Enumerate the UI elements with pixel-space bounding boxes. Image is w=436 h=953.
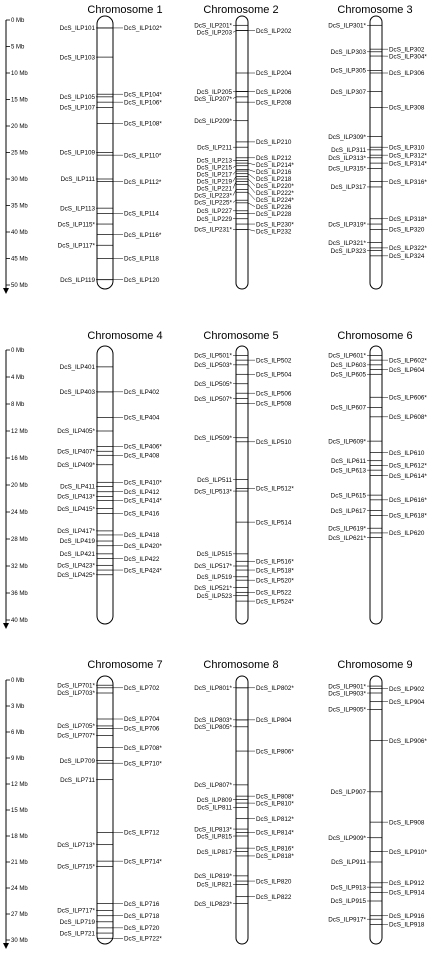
marker-label: DcS_ILP204 <box>256 70 292 78</box>
scale-tick-label: 8 Mb <box>11 402 25 408</box>
marker-label: DcS_ILP307 <box>330 88 366 96</box>
marker-label: DcS_ILP606* <box>389 394 427 402</box>
marker-label: DcS_ILP612* <box>389 462 427 470</box>
marker-label: DcS_ILP821 <box>196 881 232 889</box>
marker-label: DcS_ILP701* <box>57 682 95 690</box>
marker-label: DcS_ILP814* <box>256 829 294 837</box>
marker-label: DcS_ILP311 <box>331 147 366 155</box>
chromosome-title: Chromosome 1 <box>87 4 163 16</box>
scale-tick-label: 45 Mb <box>11 256 28 263</box>
scale-tick-label: 0 Mb <box>11 18 25 24</box>
scale-tick-label: 21 Mb <box>11 860 28 866</box>
marker-label: DcS_ILP822 <box>256 893 292 901</box>
marker-label: DcS_ILP501* <box>194 352 232 360</box>
marker-label: DcS_ILP806* <box>256 748 294 756</box>
marker-label: DcS_ILP117* <box>57 242 95 250</box>
marker-leader-line <box>248 179 255 186</box>
marker-label: DcS_ILP106* <box>124 99 162 107</box>
scale-tick-label: 25 Mb <box>11 150 28 157</box>
marker-label: DcS_ILP109 <box>59 149 95 157</box>
marker-label: DcS_ILP409* <box>57 461 95 469</box>
marker-label: DcS_ILP406* <box>124 443 162 451</box>
marker-label: DcS_ILP224* <box>256 197 294 204</box>
scale-tick-label: 18 Mb <box>11 834 28 840</box>
marker-label: DcS_ILP811 <box>197 804 232 812</box>
scale-tick-label: 3 Mb <box>11 704 25 710</box>
marker-label: DcS_ILP103 <box>59 54 95 62</box>
marker-label: DcS_ILP807* <box>194 782 232 790</box>
marker-label: DcS_ILP118 <box>124 255 159 263</box>
marker-label: DcS_ILP202 <box>256 27 292 35</box>
marker-label: DcS_ILP102* <box>124 25 162 33</box>
marker-label: DcS_ILP712 <box>124 829 160 837</box>
marker-label: DcS_ILP513* <box>194 488 232 496</box>
scale-tick-label: 0 Mb <box>11 678 25 684</box>
marker-label: DcS_ILP520* <box>256 577 294 585</box>
marker-label: DcS_ILP302 <box>389 46 425 54</box>
marker-label: DcS_ILP505* <box>194 380 232 388</box>
marker-label: DcS_ILP322* <box>389 245 427 253</box>
marker-label: DcS_ILP602* <box>389 357 427 365</box>
marker-label: DcS_ILP211 <box>197 144 232 152</box>
marker-label: DcS_ILP412 <box>124 488 160 496</box>
marker-label: DcS_ILP601* <box>328 352 366 360</box>
marker-label: DcS_ILP708* <box>124 744 162 752</box>
marker-label: DcS_ILP705* <box>57 723 95 731</box>
marker-label: DcS_ILP607 <box>330 404 366 412</box>
marker-label: DcS_ILP615 <box>330 492 366 500</box>
marker-label: DcS_ILP416 <box>124 510 160 518</box>
marker-label: DcS_ILP315* <box>328 165 366 173</box>
marker-leader-line <box>248 229 255 231</box>
marker-label: DcS_ILP704 <box>124 716 160 724</box>
marker-label: DcS_ILP903* <box>328 690 366 698</box>
marker-label: DcS_ILP901* <box>328 683 366 691</box>
marker-label: DcS_ILP324 <box>389 253 425 261</box>
scale-tick-label: 40 Mb <box>11 618 28 624</box>
marker-label: DcS_ILP907 <box>330 789 366 796</box>
marker-label: DcS_ILP425* <box>57 571 95 579</box>
marker-label: DcS_ILP912 <box>389 880 425 887</box>
marker-label: DcS_ILP703* <box>57 690 95 698</box>
marker-label: DcS_ILP415* <box>57 505 95 513</box>
marker-label: DcS_ILP321* <box>328 239 366 247</box>
marker-label: DcS_ILP610 <box>389 449 425 457</box>
marker-label: DcS_ILP116* <box>124 231 162 239</box>
marker-label: DcS_ILP227 <box>196 208 232 215</box>
marker-label: DcS_ILP420* <box>124 542 162 550</box>
marker-label: DcS_ILP902 <box>389 685 425 693</box>
marker-leader-line <box>248 192 255 200</box>
marker-label: DcS_ILP502 <box>256 357 292 365</box>
scale-tick-label: 6 Mb <box>11 730 25 736</box>
scale-tick-label: 40 Mb <box>11 230 28 236</box>
marker-label: DcS_ILP201* <box>194 22 232 30</box>
marker-label: DcS_ILP223* <box>194 192 232 200</box>
marker-label: DcS_ILP816* <box>256 845 294 853</box>
marker-label: DcS_ILP604 <box>389 366 425 374</box>
marker-label: DcS_ILP319* <box>328 221 366 229</box>
marker-label: DcS_ILP621* <box>328 534 366 542</box>
marker-label: DcS_ILP213 <box>196 157 232 165</box>
marker-label: DcS_ILP217 <box>196 171 232 179</box>
marker-label: DcS_ILP218 <box>256 176 292 183</box>
marker-label: DcS_ILP608* <box>389 414 427 422</box>
marker-label: DcS_ILP710* <box>124 760 162 768</box>
marker-label: DcS_ILP915 <box>330 898 366 906</box>
scale-tick-label: 50 Mb <box>11 283 28 289</box>
marker-label: DcS_ILP611 <box>331 457 366 465</box>
marker-leader-line <box>248 163 255 165</box>
marker-label: DcS_ILP613 <box>330 467 366 475</box>
marker-label: DcS_ILP421 <box>59 551 95 559</box>
marker-label: DcS_ILP813* <box>194 826 232 834</box>
marker-label: DcS_ILP312* <box>389 152 427 160</box>
marker-label: DcS_ILP407* <box>57 448 95 456</box>
marker-label: DcS_ILP301* <box>328 22 366 30</box>
scale-tick-label: 12 Mb <box>11 782 28 788</box>
chromosome-title: Chromosome 7 <box>87 659 163 671</box>
marker-label: DcS_ILP507* <box>194 395 232 403</box>
marker-label: DcS_ILP911 <box>331 859 366 867</box>
marker-label: DcS_ILP417* <box>57 528 95 536</box>
marker-leader-line <box>248 184 255 193</box>
marker-label: DcS_ILP114 <box>124 210 159 218</box>
marker-label: DcS_ILP809 <box>196 796 232 804</box>
marker-label: DcS_ILP404 <box>124 414 160 422</box>
marker-label: DcS_ILP812* <box>256 815 294 823</box>
scale-tick-label: 30 Mb <box>11 938 28 944</box>
scale-arrow-icon <box>3 288 9 294</box>
marker-label: DcS_ILP503* <box>194 362 232 370</box>
marker-label: DcS_ILP720 <box>124 925 160 933</box>
marker-label: DcS_ILP226 <box>256 204 292 211</box>
marker-label: DcS_ILP214* <box>256 162 294 169</box>
scale-tick-label: 5 Mb <box>11 44 25 51</box>
marker-label: DcS_ILP716 <box>124 900 160 908</box>
marker-label: DcS_ILP112* <box>124 178 162 186</box>
marker-label: DcS_ILP113 <box>60 205 95 213</box>
marker-label: DcS_ILP802* <box>256 685 294 692</box>
marker-label: DcS_ILP818* <box>256 853 294 861</box>
chromosome-bar <box>97 346 113 624</box>
marker-label: DcS_ILP230* <box>256 221 294 229</box>
scale-tick-label: 20 Mb <box>11 483 28 489</box>
marker-label: DcS_ILP617 <box>330 507 366 515</box>
marker-label: DcS_ILP221 <box>196 185 232 193</box>
marker-label: DcS_ILP108* <box>124 120 162 128</box>
chromosome-title: Chromosome 5 <box>203 330 279 342</box>
marker-label: DcS_ILP212 <box>256 155 292 162</box>
marker-label: DcS_ILP522 <box>256 589 292 597</box>
chromosome-title: Chromosome 2 <box>203 4 279 16</box>
scale-tick-label: 28 Mb <box>11 537 28 543</box>
marker-label: DcS_ILP418 <box>124 532 160 540</box>
marker-label: DcS_ILP209* <box>194 117 232 125</box>
marker-label: DcS_ILP707* <box>57 732 95 740</box>
marker-label: DcS_ILP517* <box>194 563 232 571</box>
marker-label: DcS_ILP310 <box>389 144 425 152</box>
chromosome-bar <box>236 346 248 624</box>
marker-label: DcS_ILP314* <box>389 160 427 168</box>
marker-label: DcS_ILP910* <box>389 848 427 856</box>
marker-label: DcS_ILP205 <box>196 88 232 96</box>
marker-label: DcS_ILP105 <box>59 94 95 102</box>
marker-label: DcS_ILP715* <box>57 863 95 871</box>
marker-label: DcS_ILP815 <box>196 833 232 841</box>
marker-label: DcS_ILP518* <box>256 567 294 575</box>
marker-leader-line <box>248 203 255 207</box>
marker-label: DcS_ILP401 <box>59 364 95 372</box>
scale-tick-label: 24 Mb <box>11 510 28 516</box>
chromosome-bar <box>370 676 382 944</box>
marker-label: DcS_ILP408 <box>124 452 160 460</box>
marker-label: DcS_ILP216 <box>256 169 292 176</box>
marker-label: DcS_ILP222* <box>256 190 294 197</box>
chromosome-title: Chromosome 9 <box>337 659 413 671</box>
chromosome-bar <box>236 16 248 289</box>
marker-label: DcS_ILP504 <box>256 371 292 379</box>
chromosome-title: Chromosome 8 <box>203 659 279 671</box>
scale-tick-label: 4 Mb <box>11 375 25 381</box>
marker-label: DcS_ILP318* <box>389 215 427 223</box>
marker-label: DcS_ILP718 <box>124 912 160 920</box>
marker-label: DcS_ILP210 <box>256 139 292 147</box>
marker-label: DcS_ILP711 <box>60 776 95 784</box>
marker-label: DcS_ILP722* <box>124 935 162 943</box>
marker-label: DcS_ILP909* <box>328 834 366 842</box>
marker-label: DcS_ILP405* <box>57 428 95 436</box>
marker-label: DcS_ILP721 <box>59 930 95 938</box>
marker-label: DcS_ILP524* <box>256 598 294 606</box>
marker-label: DcS_ILP620 <box>389 530 425 538</box>
marker-label: DcS_ILP618* <box>389 512 427 520</box>
marker-label: DcS_ILP403 <box>59 389 95 397</box>
marker-label: DcS_ILP402 <box>124 389 160 397</box>
marker-label: DcS_ILP231* <box>194 226 232 234</box>
chromosome-bar <box>370 346 382 624</box>
marker-label: DcS_ILP411 <box>60 483 95 491</box>
marker-label: DcS_ILP918 <box>389 921 425 929</box>
marker-label: DcS_ILP107 <box>59 104 95 112</box>
scale-tick-label: 20 Mb <box>11 124 28 130</box>
chromosome-title: Chromosome 3 <box>337 4 413 16</box>
scale-tick-label: 32 Mb <box>11 564 28 570</box>
marker-label: DcS_ILP215 <box>196 164 232 172</box>
marker-label: DcS_ILP119 <box>60 276 95 284</box>
marker-label: DcS_ILP512* <box>256 485 294 493</box>
marker-label: DcS_ILP805* <box>194 724 232 732</box>
marker-label: DcS_ILP225* <box>194 199 232 207</box>
scale-tick-label: 0 Mb <box>11 348 25 354</box>
marker-label: DcS_ILP908 <box>389 819 425 827</box>
chromosome-title: Chromosome 6 <box>337 330 413 342</box>
marker-label: DcS_ILP817 <box>196 848 232 856</box>
scale-tick-label: 27 Mb <box>11 912 28 918</box>
marker-leader-line <box>248 169 255 171</box>
marker-label: DcS_ILP509* <box>194 434 232 442</box>
marker-label: DcS_ILP313* <box>328 155 366 162</box>
marker-label: DcS_ILP203 <box>196 29 232 37</box>
marker-label: DcS_ILP905* <box>328 706 366 714</box>
scale-tick-label: 16 Mb <box>11 456 28 462</box>
marker-label: DcS_ILP323 <box>330 247 366 255</box>
marker-label: DcS_ILP605 <box>330 371 366 379</box>
marker-label: DcS_ILP229 <box>196 215 232 223</box>
marker-label: DcS_ILP804 <box>256 717 292 725</box>
marker-label: DcS_ILP521* <box>194 584 232 592</box>
marker-label: DcS_ILP515 <box>196 551 232 559</box>
marker-label: DcS_ILP713* <box>57 841 95 849</box>
marker-label: DcS_ILP810* <box>256 800 294 808</box>
marker-label: DcS_ILP308 <box>389 104 425 112</box>
scale-tick-label: 15 Mb <box>11 808 28 814</box>
marker-label: DcS_ILP603 <box>330 362 366 370</box>
marker-label: DcS_ILP101 <box>59 25 95 33</box>
marker-label: DcS_ILP823* <box>194 900 232 908</box>
marker-label: DcS_ILP413* <box>57 493 95 501</box>
marker-label: DcS_ILP914 <box>389 889 425 897</box>
marker-label: DcS_ILP506 <box>256 390 292 398</box>
marker-label: DcS_ILP220* <box>256 183 294 190</box>
marker-label: DcS_ILP104* <box>124 91 162 99</box>
marker-label: DcS_ILP304* <box>389 53 427 61</box>
scale-tick-label: 35 Mb <box>11 203 28 210</box>
scale-tick-label: 24 Mb <box>11 886 28 892</box>
marker-label: DcS_ILP208 <box>256 99 292 107</box>
marker-label: DcS_ILP508 <box>256 400 292 408</box>
scale-tick-label: 10 Mb <box>11 71 28 77</box>
marker-label: DcS_ILP120 <box>124 276 160 284</box>
marker-label: DcS_ILP228 <box>256 211 292 218</box>
scale-tick-label: 12 Mb <box>11 429 28 435</box>
marker-label: DcS_ILP619* <box>328 525 366 533</box>
marker-label: DcS_ILP232 <box>256 228 292 236</box>
marker-label: DcS_ILP609* <box>328 438 366 446</box>
marker-label: DcS_ILP115* <box>57 221 95 229</box>
marker-label: DcS_ILP207* <box>194 95 232 103</box>
marker-label: DcS_ILP614* <box>389 472 427 480</box>
marker-label: DcS_ILP110* <box>124 152 162 160</box>
scale-tick-label: 36 Mb <box>11 591 28 597</box>
marker-label: DcS_ILP916 <box>389 912 425 920</box>
marker-label: DcS_ILP801* <box>194 685 232 692</box>
marker-label: DcS_ILP422 <box>124 555 160 563</box>
marker-label: DcS_ILP808* <box>256 793 294 801</box>
marker-label: DcS_ILP424* <box>124 567 162 575</box>
marker-label: DcS_ILP717* <box>57 907 95 915</box>
marker-label: DcS_ILP419 <box>59 538 95 546</box>
marker-label: DcS_ILP709 <box>59 757 95 765</box>
marker-label: DcS_ILP616* <box>389 497 427 505</box>
scale-arrow-icon <box>3 623 9 629</box>
marker-label: DcS_ILP913 <box>330 884 366 892</box>
marker-label: DcS_ILP320 <box>389 226 425 234</box>
marker-label: DcS_ILP516* <box>256 558 294 566</box>
marker-label: DcS_ILP803* <box>194 717 232 725</box>
marker-label: DcS_ILP819* <box>194 873 232 881</box>
marker-label: DcS_ILP410* <box>124 479 162 487</box>
marker-label: DcS_ILP906* <box>389 737 427 745</box>
marker-label: DcS_ILP423* <box>57 562 95 570</box>
marker-label: DcS_ILP820 <box>256 878 292 886</box>
marker-label: DcS_ILP714* <box>124 858 162 866</box>
marker-label: DcS_ILP317 <box>330 184 366 192</box>
marker-label: DcS_ILP702 <box>124 685 160 692</box>
marker-label: DcS_ILP309* <box>328 133 366 141</box>
marker-label: DcS_ILP206 <box>256 88 292 96</box>
marker-label: DcS_ILP219 <box>196 178 232 186</box>
marker-label: DcS_ILP719 <box>59 919 95 926</box>
marker-leader-line <box>248 174 255 179</box>
marker-label: DcS_ILP414* <box>124 497 162 505</box>
scale-tick-label: 9 Mb <box>11 756 25 762</box>
marker-label: DcS_ILP706 <box>124 725 160 733</box>
scale-tick-label: 15 Mb <box>11 97 28 104</box>
marker-label: DcS_ILP917* <box>328 916 366 924</box>
marker-label: DcS_ILP306 <box>389 70 425 78</box>
scale-tick-label: 30 Mb <box>11 177 28 183</box>
marker-label: DcS_ILP519 <box>196 574 232 581</box>
marker-label: DcS_ILP514 <box>256 519 292 527</box>
marker-label: DcS_ILP523 <box>196 592 232 600</box>
chromosome-title: Chromosome 4 <box>87 330 163 342</box>
marker-label: DcS_ILP111 <box>60 176 95 184</box>
marker-label: DcS_ILP303 <box>330 49 366 56</box>
marker-label: DcS_ILP510 <box>256 439 292 446</box>
marker-label: DcS_ILP305 <box>330 67 366 75</box>
scale-arrow-icon <box>3 943 9 949</box>
marker-label: DcS_ILP904 <box>389 698 425 706</box>
marker-label: DcS_ILP511 <box>197 476 232 484</box>
marker-label: DcS_ILP316* <box>389 178 427 186</box>
